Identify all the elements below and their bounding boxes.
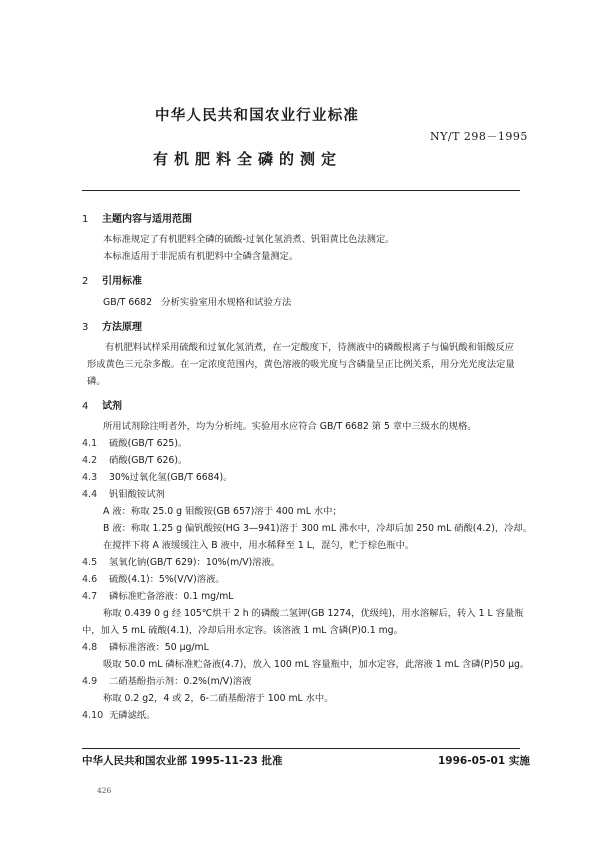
item-4-8: 4.8 磷标准溶液：50 μg/mL	[82, 642, 209, 653]
item-4-7-detail-2: 中，加入 5 mL 硫酸(4.1)，冷却后用水定容。该溶液 1 mL 含磷(P)0.1 mg。	[82, 625, 403, 636]
page-number: 426	[97, 786, 112, 795]
item-4-6: 4.6 硫酸(4.1)：5%(V/V)溶液。	[82, 574, 225, 585]
item-4-4: 4.4 钒钼酸铵试剂	[82, 489, 165, 500]
effective-date: 1996-05-01 实施	[438, 755, 530, 767]
item-4-5: 4.5 氢氧化钠(GB/T 629)：10%(m/V)溶液。	[82, 557, 281, 568]
standard-number: NY/T 298－1995	[430, 130, 528, 143]
section-title: 引用标准	[102, 276, 142, 287]
item-4-2: 4.2 硝酸(GB/T 626)。	[82, 455, 188, 466]
issuing-org-title: 中华人民共和国农业行业标准	[155, 108, 360, 124]
item-4-4-solution-b: B 液：称取 1.25 g 偏钒酸铵(HG 3—941)溶于 300 mL 沸水中，冷却后加 250 mL 硝酸(4.2)，冷却。	[103, 523, 533, 534]
referenced-standard: GB/T 6682 分析实验室用水规格和试验方法	[103, 297, 292, 308]
section-1-line-1: 本标准规定了有机肥料全磷的硫酸-过氧化氢消煮、钒钼黄比色法测定。	[103, 234, 395, 245]
section-title: 方法原理	[102, 322, 142, 333]
item-4-4-mixing: 在搅拌下将 A 液缓缓注入 B 液中，用水稀释至 1 L，混匀，贮于棕色瓶中。	[103, 540, 415, 551]
item-4-3: 4.3 30%过氧化氢(GB/T 6684)。	[82, 472, 233, 483]
item-4-7: 4.7 磷标准贮备溶液：0.1 mg/mL	[82, 591, 234, 602]
section-number: 3	[82, 322, 89, 333]
item-4-1: 4.1 硫酸(GB/T 625)。	[82, 438, 188, 449]
item-4-10: 4.10 无磷滤纸。	[82, 710, 156, 721]
section-number: 2	[82, 276, 89, 287]
item-4-9: 4.9 二硝基酚指示剂：0.2%(m/V)溶液	[82, 676, 252, 687]
section-title: 试剂	[102, 401, 122, 412]
item-4-8-detail: 吸取 50.0 mL 磷标准贮备液(4.7)，放入 100 mL 容量瓶中，加水定容，此溶液 1 mL 含磷(P)50 μg。	[103, 659, 530, 670]
section-title: 主题内容与适用范围	[102, 214, 192, 225]
section-4-heading	[82, 397, 122, 412]
section-3-paragraph: 有机肥料试样采用硫酸和过氧化氢消煮，在一定酸度下，待测液中的磷酸根离子与偏钒酸和钼酸反应形成黄色三元杂多酸。在一定浓度范围内，黄色溶液的吸光度与含磷量呈正比例关系，用分光光度法定量磷。	[87, 342, 515, 387]
section-2-heading	[82, 272, 142, 287]
header-divider	[82, 190, 520, 191]
item-4-4-solution-a: A 液：称取 25.0 g 钼酸铵(GB 657)溶于 400 mL 水中；	[103, 506, 342, 517]
section-number: 1	[82, 214, 89, 225]
section-number: 4	[82, 401, 89, 412]
section-1-heading	[82, 210, 192, 225]
item-4-7-detail-1: 称取 0.439 0 g 经 105℃烘干 2 h 的磷酸二氢钾(GB 1274，优级纯)，用水溶解后，转入 1 L 容量瓶	[103, 608, 524, 619]
approval-date: 中华人民共和国农业部 1995-11-23 批准	[82, 755, 283, 767]
section-4-intro: 所用试剂除注明者外，均为分析纯。实验用水应符合 GB/T 6682 第 5 章中三级水的规格。	[103, 421, 477, 432]
item-4-9-detail: 称取 0.2 g2，4 或 2，6-二硝基酚溶于 100 mL 水中。	[103, 693, 334, 704]
section-1-line-2: 本标准适用于非泥质有机肥料中全磷含量测定。	[103, 251, 299, 262]
footer-divider	[82, 748, 520, 749]
document-title: 有机肥料全磷的测定	[153, 150, 343, 168]
section-3-heading	[82, 318, 142, 333]
